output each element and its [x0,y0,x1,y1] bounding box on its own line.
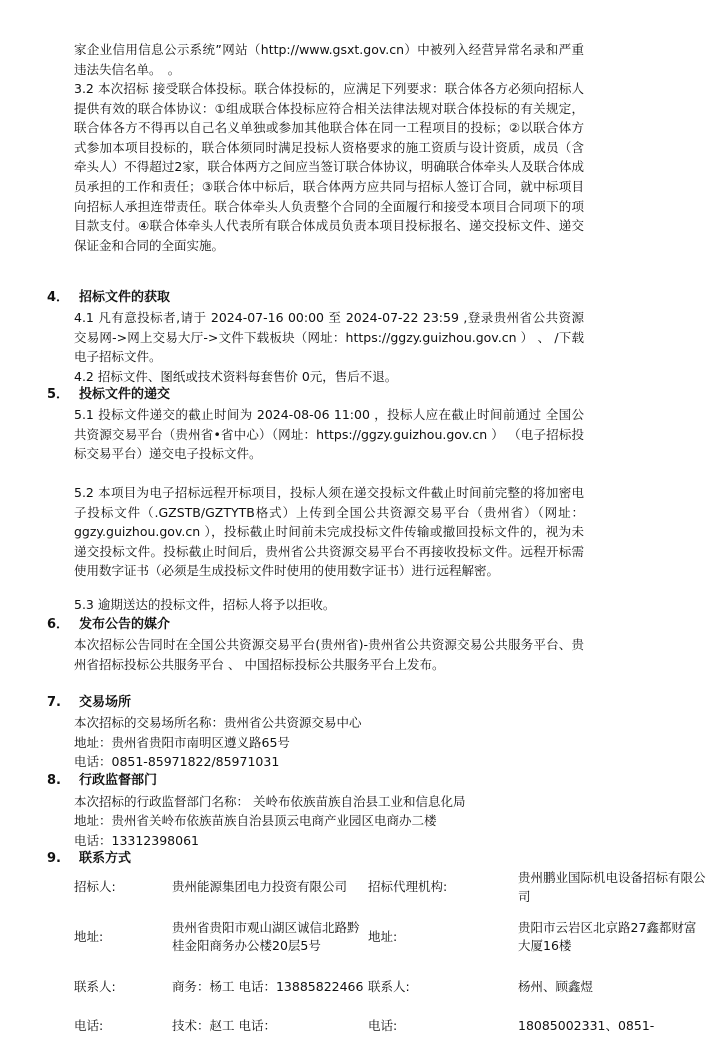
section3-continuation: 家企业信用信息公示系统”网站（http://www.gsxt.gov.cn）中被列入经营异常名录和严重违法失信名单。 。 [74,42,584,77]
section5-number: 5． [47,387,70,402]
section4-number: 4． [47,290,70,305]
section4-title: 招标文件的获取 [79,290,171,305]
section8-address: 地址：贵州省关岭布依族苗族自治县顶云电商产业园区电商办二楼 [74,813,437,828]
tenderer-contact-label: 联系人: [74,978,116,994]
contact-table [74,868,706,1045]
agency-phone-value: 18085002331、0851- [518,1017,655,1033]
section7-address: 地址：贵州省贵阳市南明区遵义路65号 [74,735,290,750]
section7-phone: 电话：0851-85971822/85971031 [74,754,280,769]
item-4-2: 4.2 招标文件、图纸或技术资料每套售价 0元，售后不退。 [74,369,398,384]
item-4-1: 4.1 凡有意投标者,请于 2024-07-16 00:00 至 2024-07-22 23:59 ,登录贵州省公共资源交易网->网上交易大厅->文件下载板块（网址：https://ggzy.guizhou.gov.cn ） 、 /下载电子招标文件。 [74,310,584,365]
item-5-3: 5.3 逾期送达的投标文件，招标人将予以拒收。 [74,597,336,612]
table-row [74,907,706,967]
agency-value: 贵州鹏业国际机电设备招标有限公司 [518,870,706,904]
tenderer-contact-value: 商务：杨工 电话：13885822466 [172,978,364,994]
tenderer-phone-value: 技术：赵工 电话： [172,1017,276,1033]
tenderer-value: 贵州能源集团电力投资有限公司 [172,879,348,895]
section7-number: 7. [47,695,61,710]
section5-title: 投标文件的递交 [79,387,171,402]
agency-label: 招标代理机构: [368,879,448,895]
agency-address-label: 地址: [368,928,398,944]
section8-heading [47,772,157,790]
tenderer-address-value: 贵州省贵阳市观山湖区诚信北路黔桂金阳商务办公楼20层5号 [172,919,360,953]
section7-venue: 本次招标的交易场所名称：贵州省公共资源交易中心 [74,715,362,730]
agency-address-value: 贵阳市云岩区北京路27鑫都财富大厦16楼 [518,919,697,953]
section8-department: 本次招标的行政监督部门名称： 关岭布依族苗族自治县工业和信息化局 [74,794,466,809]
item-5-1: 5.1 投标文件递交的截止时间为 2024-08-06 11:00 ，投标人应在截止时间前通过 全国公共资源交易平台（贵州省•省中心）（网址：https://ggzy.guizhou.gov.cn ） （电子招标投标交易平台）递交电子投标文件。 [74,407,584,462]
section9-title: 联系方式 [79,851,132,866]
table-row [74,1007,706,1045]
section8-number: 8. [47,773,61,788]
tenderer-label: 招标人: [74,879,116,895]
agency-contact-value: 杨州、顾鑫煜 [518,978,594,994]
tenderer-address-label: 地址: [74,928,104,944]
tenderer-phone-label: 电话: [74,1017,104,1033]
section7-heading [47,694,131,712]
section8-phone: 电话：13312398061 [74,833,199,848]
section6-heading [47,616,170,634]
table-row [74,868,706,907]
section5-heading [47,386,170,404]
section6-text: 本次招标公告同时在全国公共资源交易平台(贵州省)-贵州省公共资源交易公共服务平台、贵州省招标投标公共服务平台 、 中国招标投标公共服务平台上发布。 [74,637,584,672]
section8-title: 行政监督部门 [79,773,158,788]
section6-number: 6． [47,617,70,632]
table-row [74,967,706,1007]
agency-contact-label: 联系人: [368,978,410,994]
section4-heading [47,289,170,307]
section7-title: 交易场所 [79,695,132,710]
section9-heading [47,850,131,868]
item-5-2: 5.2 本项目为电子招标远程开标项目，投标人须在递交投标文件截止时间前完整的将加密电子投标文件（.GZSTB/GZTYTB格式）上传到全国公共资源交易平台（贵州省）（网址：ggzy.guizhou.gov.cn ），投标截止时间前未完成投标文件传输或撤回投标文件的，视为未递交投标文件。投标截止时间后，贵州省公共资源交易平台不再接收投标文件。远程开标需使用数字证书（必须是生成投标文件时使用的使用数字证书）进行远程解密。 [74,485,584,579]
agency-phone-label: 电话: [368,1017,398,1033]
section6-title: 发布公告的媒介 [79,617,171,632]
section9-number: 9. [47,851,61,866]
item-3-2: 3.2 本次招标 接受联合体投标。联合体投标的，应满足下列要求：联合体各方必须向招标人提供有效的联合体协议：①组成联合体投标应符合相关法律法规对联合体投标的有关规定，联合体各方不得再以自己名义单独或参加其他联合体在同一工程项目的投标；②以联合体方式参加本项目投标的，联合体须同时满足投标人资格要求的施工资质与设计资质，成员（含牵头人）不得超过2家，联合体两方之间应当签订联合体协议，明确联合体牵头人及联合体成员承担的工作和责任；③联合体中标后，联合体两方应共同与招标人签订合同，就中标项目向招标人承担连带责任。联合体牵头人负责整个合同的全面履行和接受本项目合同项下的项目款支付。④联合体牵头人代表所有联合体成员负责本项目投标报名、递交投标文件、递交保证金和合同的全面实施。 [74,81,584,253]
